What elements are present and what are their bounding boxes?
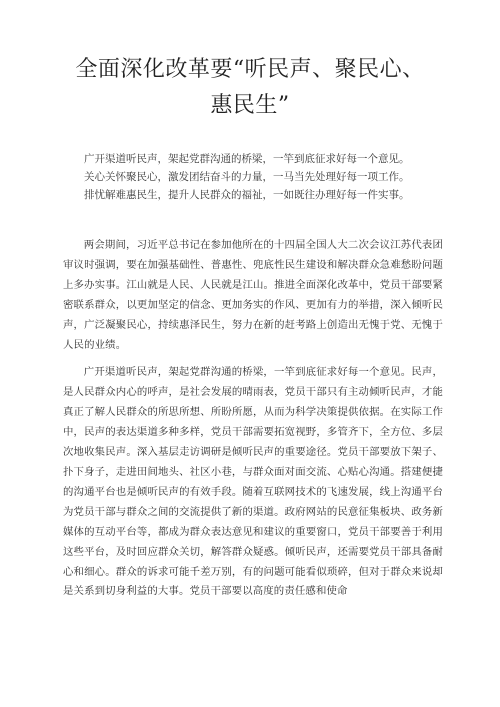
body-paragraph: 广开渠道听民声，架起党群沟通的桥梁，一竿到底征求好每一个意见。民声，是人民群众内心的呼声，是社会发展的晴雨表，党员干部只有主动倾听民声，才能真正了解人民群众的所思所想、所盼所愿，从而为科学决策提供依据。在实际工作中，民声的表达渠道多种多样，党员干部需要拓宽视野，多管齐下，全方位、多层次地收集民声。深入基层走访调研是倾听民声的重要途径。党员干部要放下架子、扑下身子，走进田间地头、社区小巷，与群众面对面交流、心贴心沟通。搭建便捷的沟通平台也是倾听民声的有效手段。随着互联网技术的飞速发展，线上沟通平台为党员干部与群众之间的交流提供了新的渠道。政府网站的民意征集板块、政务新媒体的互动平台等，都成为群众表达意见和建议的重要窗口，党员干部要善于利用这些平台，及时回应群众关切，解答群众疑惑。倾听民声，还需要党员干部具备耐心和细心。群众的诉求可能千差万别，有的问题可能看似琐碎，但对于群众来说却是关系到切身利益的大事。党员干部要以高度的责任感和使命 xyxy=(63,366,443,598)
body-paragraph: 两会期间，习近平总书记在参加他所在的十四届全国人大二次会议江苏代表团审议时强调，要在加强基础性、普惠性、兜底性民生建设和解决群众急难愁盼问题上多办实事。江山就是人民、人民就是江山。推进全面深化改革中，党员干部要紧密联系群众，以更加坚定的信念、更加务实的作风、更加有力的举措，深入倾听民声，广泛凝聚民心，持续惠泽民生，努力在新的赶考路上创造出无愧于党、无愧于人民的业绩。 xyxy=(63,239,443,351)
summary-line: 排忧解难惠民生，提升人民群众的福祉，一如既往办理好每一件实事。 xyxy=(84,189,410,201)
summary-line: 关心关怀聚民心，激发团结奋斗的力量，一马当先处理好每一项工作。 xyxy=(84,171,410,183)
summary-line: 广开渠道听民声，架起党群沟通的桥梁，一竿到底征求好每一个意见。 xyxy=(84,153,410,165)
article-title: 全面深化改革要“听民声、聚民心、惠民生” xyxy=(75,57,425,118)
summary-block xyxy=(84,150,444,204)
article-body xyxy=(63,236,443,610)
